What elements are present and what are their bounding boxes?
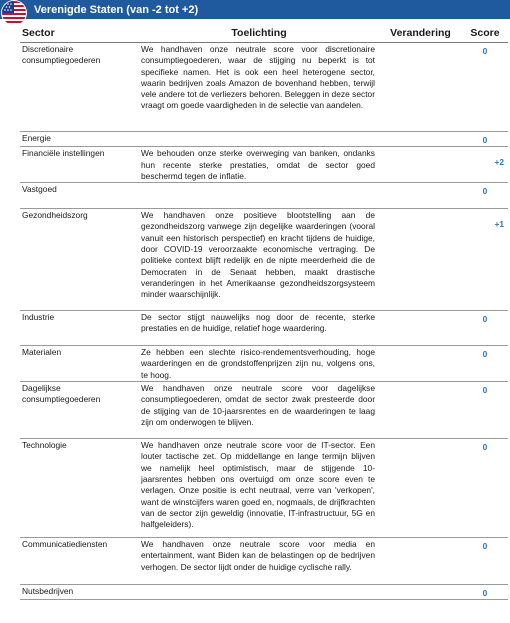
table-row: [20, 382, 508, 439]
sector-cell: Energie: [20, 132, 139, 147]
page-title: Verenigde Staten (van -2 tot +2): [34, 3, 199, 16]
score-cell: +2: [462, 147, 508, 183]
title-banner: [0, 0, 510, 19]
score-cell: 0: [462, 311, 508, 346]
toelichting-cell: [139, 183, 379, 209]
sector-cell: Communicatiediensten: [20, 538, 139, 585]
table-row: [20, 43, 508, 132]
table-row: [20, 439, 508, 538]
score-cell: 0: [462, 132, 508, 147]
column-header-score: Score: [462, 25, 508, 43]
verandering-cell: [379, 43, 462, 132]
sector-cell: Technologie: [20, 439, 139, 538]
toelichting-cell: We handhaven onze neutrale score voor discretionaire consumptiegoederen, waar de stijging nu beperkt is tot specifieke namen. Het is ook een heel heterogene sector, waarin bedrijven zoals Amazon de bovenhand hebben, terwijl vele andere tot de verliezers behoren. Beleggen in deze sector vraagt om goede vaardigheden in de selectie van aandelen.: [139, 43, 379, 132]
toelichting-cell: We handhaven onze positieve blootstelling aan de gezondheidszorg vanwege zijn degelijke waarderingen (vooral vanuit een historisch perspectief) en kracht tijdens de huidige, door COVID-19 veroorzaakte economische vertraging. De politieke context blijft redelijk en de nipte meerderheid die de Democraten in de Senaat hebben, maakt drastische veranderingen in het Amerikaanse gezondheidszorgsysteem minder waarschijnlijk.: [139, 209, 379, 311]
sector-cell: Vastgoed: [20, 183, 139, 209]
score-cell: 0: [462, 585, 508, 600]
verandering-cell: [379, 147, 462, 183]
sector-cell: Gezondheidszorg: [20, 209, 139, 311]
table-row: [20, 346, 508, 382]
table-header-row: [20, 25, 508, 43]
sector-cell: Materialen: [20, 346, 139, 382]
verandering-cell: [379, 209, 462, 311]
table-row: [20, 538, 508, 585]
table-row: [20, 311, 508, 346]
toelichting-cell: [139, 132, 379, 147]
us-flag-icon: [2, 1, 26, 25]
sector-table: [20, 25, 508, 600]
verandering-cell: [379, 132, 462, 147]
sector-cell: Dagelijkse consumptiegoederen: [20, 382, 139, 439]
sector-cell: Financiële instellingen: [20, 147, 139, 183]
column-header-toelichting: Toelichting: [139, 25, 379, 43]
column-header-verandering: Verandering: [379, 25, 462, 43]
verandering-cell: [379, 311, 462, 346]
score-cell: 0: [462, 538, 508, 585]
score-cell: +1: [462, 209, 508, 311]
verandering-cell: [379, 382, 462, 439]
column-header-sector: Sector: [20, 25, 139, 43]
table-row: [20, 209, 508, 311]
sector-cell: Discretionaire consumptiegoederen: [20, 43, 139, 132]
toelichting-cell: De sector stijgt nauwelijks nog door de recente, sterke prestaties en de huidige, relatief hoge waardering.: [139, 311, 379, 346]
toelichting-cell: Ze hebben een slechte risico-rendementsverhouding, hoge waarderingen en de grondstoffenprijzen zijn nu, volgens ons, te hoog.: [139, 346, 379, 382]
verandering-cell: [379, 538, 462, 585]
sector-cell: Nutsbedrijven: [20, 585, 139, 600]
score-cell: 0: [462, 183, 508, 209]
table-row: [20, 147, 508, 183]
score-cell: 0: [462, 43, 508, 132]
score-cell: 0: [462, 346, 508, 382]
verandering-cell: [379, 585, 462, 600]
verandering-cell: [379, 439, 462, 538]
toelichting-cell: [139, 585, 379, 600]
verandering-cell: [379, 346, 462, 382]
toelichting-cell: We handhaven onze neutrale score voor media en entertainment, want Biden kan de belastingen op de bedrijven verhogen. De sector lijdt onder de huidige cyclische rally.: [139, 538, 379, 585]
table-row: [20, 132, 508, 147]
toelichting-cell: We handhaven onze neutrale score voor de IT-sector. Een louter tactische zet. Op middellange en lange termijn blijven we namelijk heel optimistisch, maar de stijgende 10-jaarsrentes hebben ons overtuigd om onze score even te verlagen. Onze positie is echt neutraal, verre van 'verkopen', want de winstcijfers waren goed en, nogmaals, de drijfkrachten van de sector zijn geweldig (innovatie, IT-infrastructuur, 5G en halfgeleiders).: [139, 439, 379, 538]
score-cell: 0: [462, 439, 508, 538]
score-cell: 0: [462, 382, 508, 439]
table-row: [20, 585, 508, 600]
sector-cell: Industrie: [20, 311, 139, 346]
toelichting-cell: We behouden onze sterke overweging van banken, ondanks hun recente sterke prestaties, omdat de sector goed beschermd tegen de inflatie.: [139, 147, 379, 183]
verandering-cell: [379, 183, 462, 209]
toelichting-cell: We handhaven onze neutrale score voor dagelijkse consumptiegoederen, omdat de sector zwak presteerde door de stijging van de 10-jaarsrentes en de waarderingen te laag zijn om onderwogen te blijven.: [139, 382, 379, 439]
table-row: [20, 183, 508, 209]
